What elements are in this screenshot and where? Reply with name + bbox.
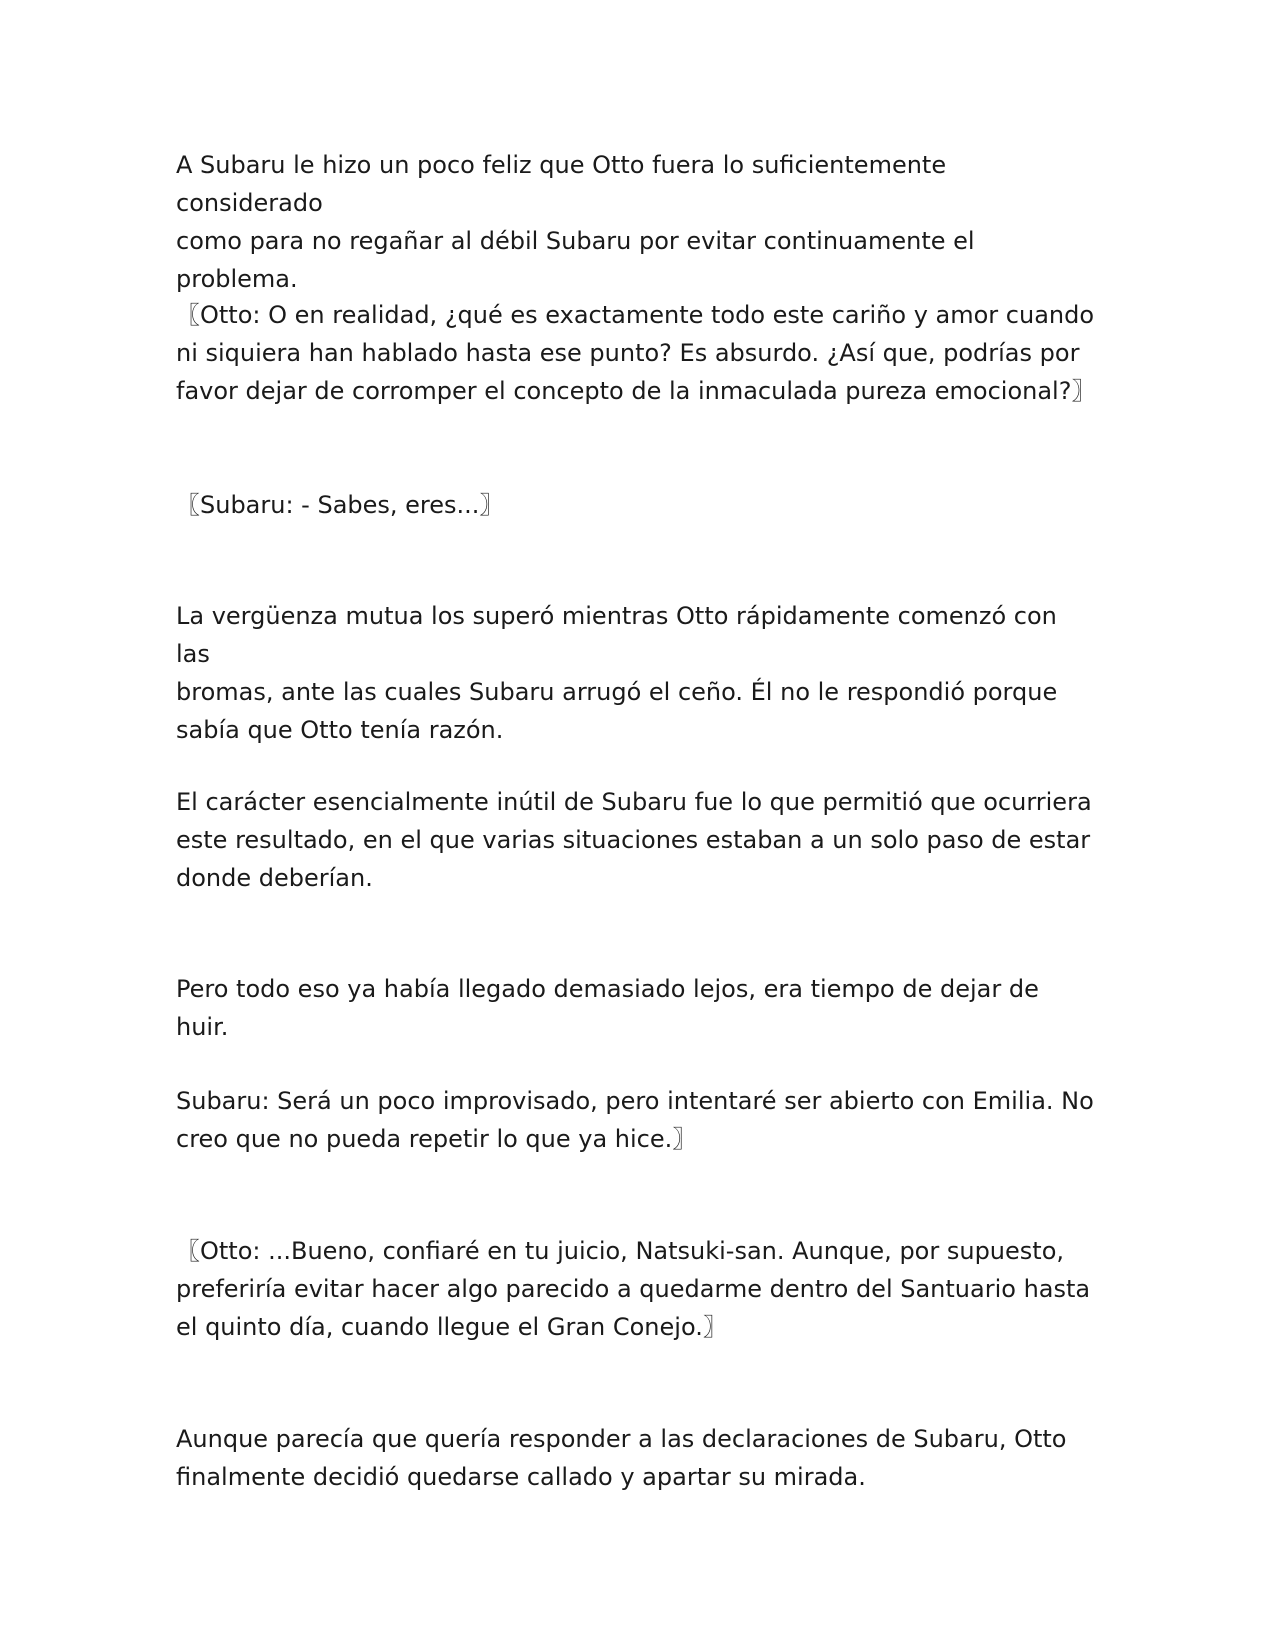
paragraph-6: Pero todo eso ya había llegado demasiado lejos, era tiempo de dejar de huir. [176,975,1039,1041]
paragraph-7-subaru-dialogue: Subaru: Será un poco improvisado, pero intentaré ser abierto con Emilia. No creo que no pueda repetir lo que ya hice.〗 [176,1087,1094,1153]
paragraph-1: A Subaru le hizo un poco feliz que Otto fuera lo suficientemente considerado como para no regañar al débil Subaru por evitar continuamente el problema. [176,151,975,293]
paragraph-5: El carácter esencialmente inútil de Subaru fue lo que permitió que ocurriera este resultado, en el que varias situaciones estaban a un solo paso de estar donde deberían. [176,788,1092,892]
paragraph-4: La vergüenza mutua los superó mientras Otto rápidamente comenzó con las bromas, ante las cuales Subaru arrugó el ceño. Él no le respondió porque sabía que Otto tenía razón. [176,602,1058,744]
paragraph-8-otto-dialogue: 〖Otto: ...Bueno, confiaré en tu juicio, Natsuki-san. Aunque, por supuesto, preferiría evitar hacer algo parecido a quedarme dentro del Santuario hasta el quinto día, cuando llegue el Gran Conejo.〗 [176,1237,1091,1341]
paragraph-9: Aunque parecía que quería responder a las declaraciones de Subaru, Otto finalmente decidió quedarse callado y apartar su mirada. [176,1425,1067,1491]
paragraph-3-subaru-dialogue: 〖Subaru: - Sabes, eres...〗 [176,491,504,519]
paragraph-2-otto-dialogue: 〖Otto: O en realidad, ¿qué es exactamente todo este cariño y amor cuando ni siquiera han hablado hasta ese punto? Es absurdo. ¿Así que, podrías por favor dejar de corromper el concepto de la inmaculada pureza emocional?〗 [176,301,1096,405]
